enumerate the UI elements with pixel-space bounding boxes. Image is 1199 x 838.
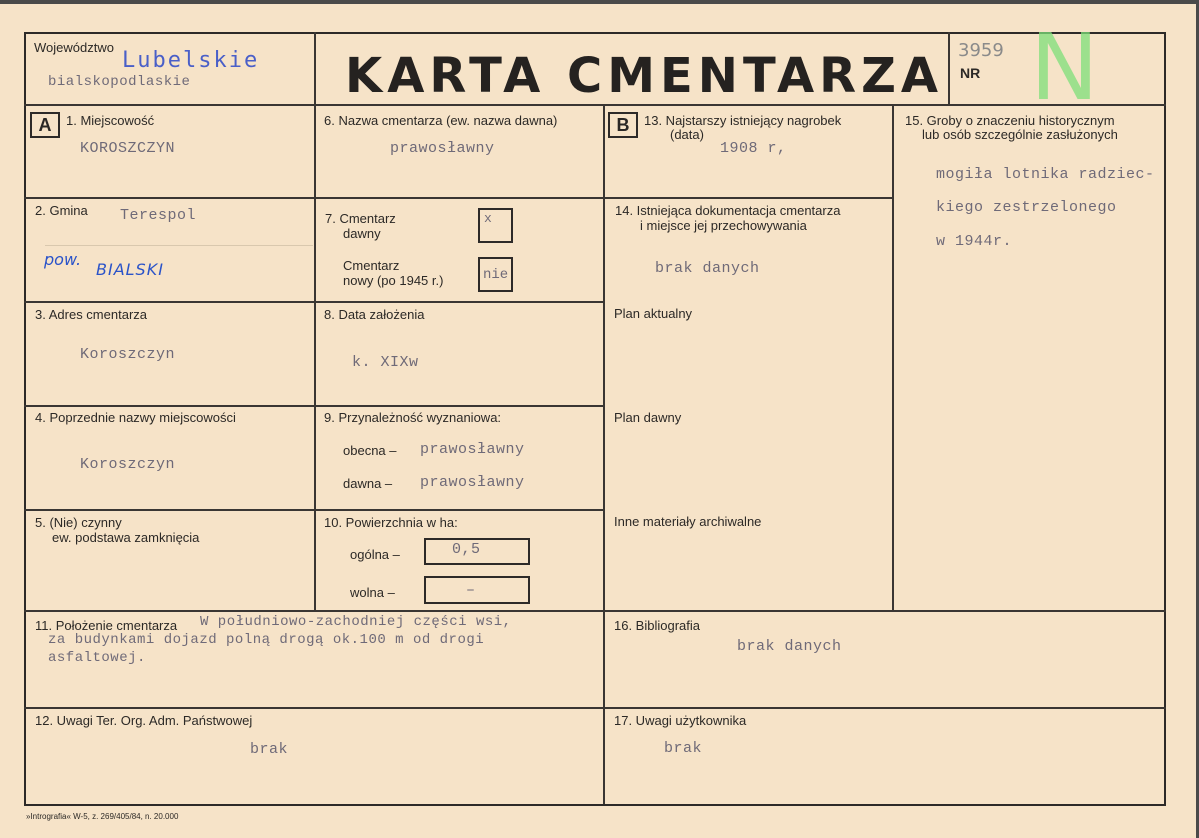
- divider: [603, 104, 605, 804]
- field-2-value: Terespol: [120, 207, 197, 224]
- highlight-letter: N: [1030, 14, 1099, 121]
- field-11-line: za budynkami dojazd polną drogą ok.100 m od drogi: [48, 632, 485, 648]
- field-15-line: w 1944r.: [936, 233, 1013, 250]
- wojewodztwo-stamp: Lubelskie: [122, 48, 260, 73]
- field-17-label: 17. Uwagi użytkownika: [614, 713, 747, 728]
- field-2-label: 2. Gmina: [35, 203, 88, 218]
- field-15-sublabel: lub osób szczególnie zasłużonych: [922, 127, 1118, 142]
- divider: [24, 509, 603, 511]
- divider: [45, 245, 313, 246]
- divider: [24, 301, 603, 303]
- divider: [948, 32, 950, 106]
- divider: [24, 707, 1166, 709]
- field-7-dawny-mark: x: [484, 211, 493, 226]
- field-14-label: 14. Istniejąca dokumentacja cmentarza: [615, 203, 841, 218]
- field-12-label: 12. Uwagi Ter. Org. Adm. Państwowej: [35, 713, 253, 728]
- field-2-handwritten-pow: pow.: [44, 250, 82, 269]
- printer-imprint: »Intrografia« W-5, z. 269/405/84, n. 20.000: [26, 812, 179, 821]
- field-3-label: 3. Adres cmentarza: [35, 307, 147, 322]
- field-7-label: 7. Cmentarz: [325, 211, 396, 226]
- field-1-label: 1. Miejscowość: [66, 113, 155, 128]
- cemetery-card: [0, 4, 1196, 838]
- section-b-marker: B: [608, 112, 638, 138]
- field-1-value: KOROSZCZYN: [80, 140, 176, 157]
- field-9-obecna-label: obecna –: [343, 443, 397, 458]
- field-7-dawny-checkbox: [478, 208, 513, 243]
- field-13-sublabel: (data): [670, 127, 704, 142]
- divider: [24, 197, 314, 199]
- plan-dawny-label: Plan dawny: [614, 410, 682, 425]
- field-5-label: 5. (Nie) czynny: [35, 515, 122, 530]
- section-a-marker: A: [30, 112, 60, 138]
- inne-materialy-label: Inne materiały archiwalne: [614, 514, 762, 529]
- field-15-label: 15. Groby o znaczeniu historycznym: [905, 113, 1115, 128]
- field-7-dawny-label: dawny: [343, 226, 381, 241]
- field-10-label: 10. Powierzchnia w ha:: [324, 515, 458, 530]
- field-12-value: brak: [250, 741, 289, 758]
- field-6-value: prawosławny: [390, 140, 495, 157]
- plan-aktualny-label: Plan aktualny: [614, 306, 693, 321]
- field-11-line: asfaltowej.: [48, 650, 146, 666]
- field-4-value: Koroszczyn: [80, 456, 176, 473]
- field-16-value: brak danych: [737, 638, 842, 655]
- field-10-ogolna-box: [424, 538, 530, 565]
- field-7-nowy-sublabel: nowy (po 1945 r.): [343, 273, 444, 288]
- field-9-dawna-value: prawosławny: [420, 474, 525, 491]
- field-9-dawna-label: dawna –: [343, 476, 393, 491]
- field-15-line: kiego zestrzelonego: [936, 199, 1117, 216]
- field-6-label: 6. Nazwa cmentarza (ew. nazwa dawna): [324, 113, 558, 128]
- field-9-label: 9. Przynależność wyznaniowa:: [324, 410, 502, 425]
- field-17-value: brak: [664, 740, 703, 757]
- field-5-sublabel: ew. podstawa zamknięcia: [52, 530, 200, 545]
- field-10-ogolna-label: ogólna –: [350, 547, 400, 562]
- field-11-label: 11. Położenie cmentarza: [35, 618, 178, 633]
- divider: [24, 405, 603, 407]
- divider: [314, 197, 603, 199]
- field-14-value: brak danych: [655, 260, 760, 277]
- divider: [603, 197, 892, 199]
- card-number: 3959: [958, 40, 1004, 61]
- field-10-wolna-box: [424, 576, 530, 604]
- field-2-handwritten-district: BIALSKI: [96, 260, 164, 279]
- field-13-value: 1908 r,: [720, 140, 787, 157]
- field-7-nowy-mark: nie: [483, 267, 509, 283]
- field-8-label: 8. Data założenia: [324, 307, 425, 322]
- field-10-wolna-label: wolna –: [350, 585, 395, 600]
- field-10-ogolna-value: 0,5: [452, 541, 481, 558]
- divider: [24, 104, 1166, 106]
- field-8-value: k. XIXw: [352, 354, 419, 371]
- field-9-obecna-value: prawosławny: [420, 441, 525, 458]
- field-15-line: mogiła lotnika radziec-: [936, 166, 1155, 183]
- field-11-line: W południowo-zachodniej części wsi,: [200, 614, 512, 630]
- field-4-label: 4. Poprzednie nazwy miejscowości: [35, 410, 236, 425]
- page-title: KARTA CMENTARZA: [345, 48, 944, 104]
- field-7-nowy-label: Cmentarz: [343, 258, 400, 273]
- field-7-nowy-checkbox: [478, 257, 513, 292]
- field-10-wolna-value: –: [466, 582, 476, 599]
- nr-label: NR: [960, 65, 981, 81]
- wojewodztwo-typed: bialskopodlaskie: [48, 74, 191, 90]
- field-13-label: 13. Najstarszy istniejący nagrobek: [644, 113, 842, 128]
- divider: [24, 610, 1166, 612]
- divider: [314, 32, 316, 612]
- field-16-label: 16. Bibliografia: [614, 618, 700, 633]
- divider: [892, 104, 894, 612]
- field-3-value: Koroszczyn: [80, 346, 176, 363]
- wojewodztwo-label: Województwo: [34, 40, 114, 55]
- field-14-sublabel: i miejsce jej przechowywania: [640, 218, 807, 233]
